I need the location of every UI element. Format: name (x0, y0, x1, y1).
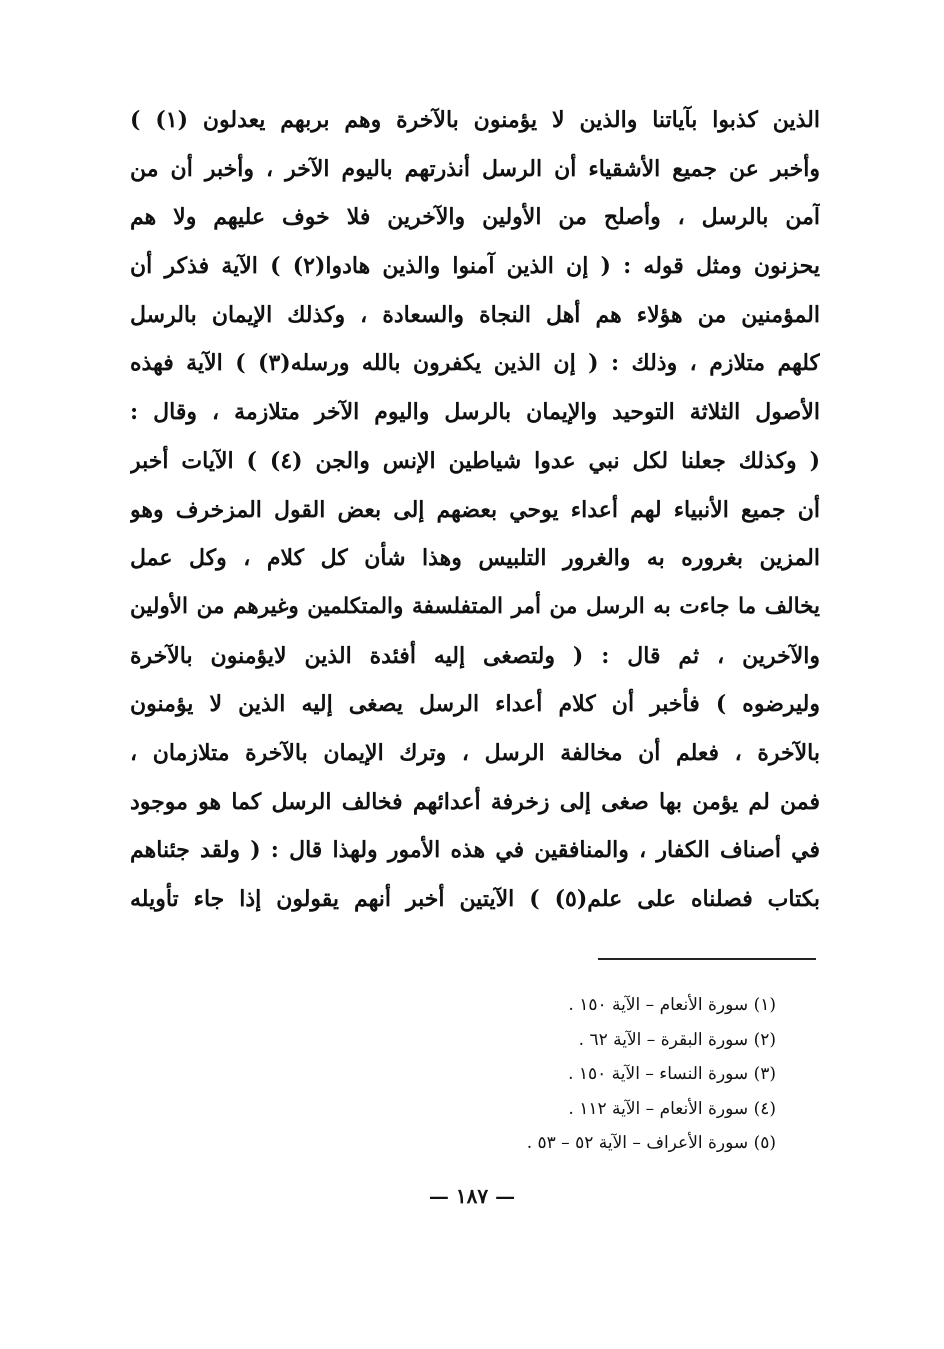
body-line-3: آمن بالرسل ، وأصلح من الأولين والآخرين فلا خوف عليهم ولا هم (130, 204, 820, 231)
body-line-15: فمن لم يؤمن بها صغى إلى زخرفة أعدائهم فخالف الرسل كما هو موجود (130, 788, 820, 815)
footnote-3: (٣) سورة النساء – الآية ١٥٠ . (568, 1064, 776, 1084)
body-line-16: في أصناف الكفار ، والمنافقين في هذه الأمور ولهذا قال : ( ولقد جئناهم (130, 837, 820, 864)
body-line-4: يحزنون ومثل قوله : ( إن الذين آمنوا والذين هادوا(٢) ) الآية فذكر أن (130, 253, 820, 280)
footnote-2: (٢) سورة البقرة – الآية ٦٢ . (578, 1029, 776, 1050)
body-text (130, 96, 820, 924)
page-number: — ١٨٧ — (428, 1184, 516, 1208)
footnote-separator (598, 958, 816, 960)
footnote-4: (٤) سورة الأنعام – الآية ١١٢ . (568, 1098, 776, 1119)
body-line-1: الذين كذبوا بآياتنا والذين لا يؤمنون بالآخرة وهم بربهم يعدلون (١) ) (130, 107, 820, 133)
body-line-8: ( وكذلك جعلنا لكل نبي عدوا شياطين الإنس والجن (٤) ) الآيات أخبر (130, 447, 820, 474)
body-line-11: يخالف ما جاءت به الرسل من أمر المتفلسفة والمتكلمين وغيرهم من الأولين (130, 593, 820, 619)
body-line-5: المؤمنين من هؤلاء هم أهل النجاة والسعادة ، وكذلك الإيمان بالرسل (130, 301, 820, 328)
footnote-1: (١) سورة الأنعام – الآية ١٥٠ . (568, 995, 776, 1015)
footnotes (430, 988, 776, 1161)
body-line-6: كلهم متلازم ، وذلك : ( إن الذين يكفرون بالله ورسله(٣) ) الآية فهذه (130, 350, 820, 377)
body-line-10: المزين بغروره به والغرور التلبيس وهذا شأن كل كلام ، وكل عمل (130, 545, 820, 572)
footnote-5: (٥) سورة الأعراف – الآية ٥٢ – ٥٣ . (526, 1133, 776, 1153)
body-line-7: الأصول الثلاثة التوحيد والإيمان بالرسل واليوم الآخر متلازمة ، وقال : (130, 399, 820, 426)
body-line-17: بكتاب فصلناه على علم(٥) ) الآيتين أخبر أنهم يقولون إذا جاء تأويله (130, 886, 820, 912)
body-line-14: بالآخرة ، فعلم أن مخالفة الرسل ، وترك الإيمان بالآخرة متلازمان ، (130, 739, 820, 766)
body-line-12: والآخرين ، ثم قال : ( ولتصغى إليه أفئدة الذين لايؤمنون بالآخرة (130, 642, 820, 669)
body-line-9: أن جميع الأنبياء لهم أعداء يوحي بعضهم إلى بعض القول المزخرف وهو (130, 496, 820, 523)
body-line-13: وليرضوه ) فأخبر أن كلام أعداء الرسل يصغى إليه الذين لا يؤمنون (130, 691, 820, 718)
body-line-2: وأخبر عن جميع الأشقياء أن الرسل أنذرتهم باليوم الآخر ، وأخبر أن من (130, 155, 820, 182)
